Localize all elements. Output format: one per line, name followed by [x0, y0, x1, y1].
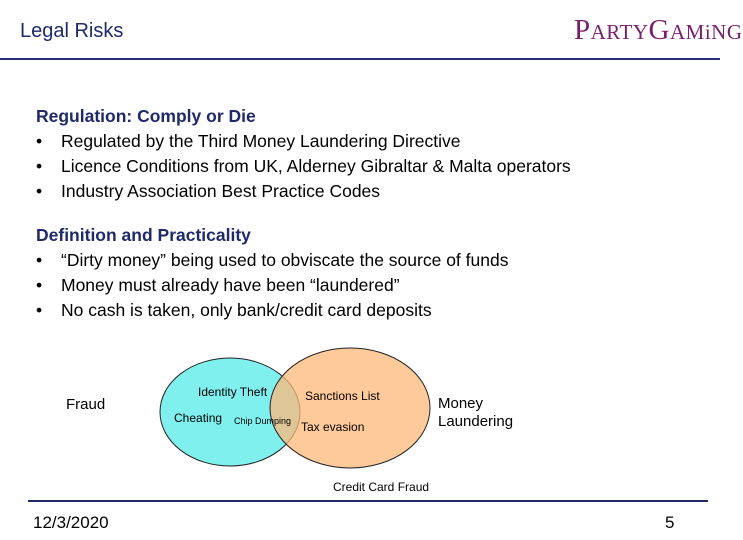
logo-text-aming: AMiNG: [670, 20, 743, 44]
regulation-heading: Regulation: Comply or Die: [36, 106, 256, 126]
logo-text-arty: ARTY: [590, 20, 649, 44]
bullet: •: [36, 181, 43, 201]
venn-money-laundering-label: [438, 395, 513, 431]
footer-date: 12/3/2020: [33, 513, 109, 532]
venn-item-chip-dumping: Chip Dumping: [234, 416, 292, 426]
bullet-text: Money must already have been “laundered”: [61, 275, 400, 295]
bullet: •: [36, 300, 43, 320]
ml-label-line1: Money: [438, 395, 484, 412]
logo-letter-p: P: [574, 14, 591, 46]
venn-item-credit-card-fraud: Credit Card Fraud: [333, 480, 430, 494]
definition-heading: Definition and Practicality: [36, 225, 251, 245]
venn-item-sanctions-list: Sanctions List: [305, 389, 380, 403]
bullet-text: “Dirty money” being used to obviscate the source of funds: [61, 250, 509, 270]
footer-divider: [28, 500, 708, 502]
slide-title: Legal Risks: [20, 20, 124, 42]
bullet-text: Licence Conditions from UK, Alderney Gibraltar & Malta operators: [61, 156, 571, 176]
ml-label-line2: Laundering: [438, 413, 514, 430]
page-number: 5: [665, 513, 675, 532]
bullet: •: [36, 250, 43, 270]
bullet: •: [36, 131, 43, 151]
venn-fraud-label: Fraud: [66, 396, 106, 413]
bullet-text: Regulated by the Third Money Laundering Directive: [61, 131, 461, 151]
logo-letter-g: G: [648, 14, 670, 46]
bullet-text: No cash is taken, only bank/credit card deposits: [61, 300, 432, 320]
venn-item-cheating: Cheating: [174, 411, 223, 425]
bullet: •: [36, 275, 43, 295]
bullet-text: Industry Association Best Practice Codes: [61, 181, 381, 201]
venn-item-tax-evasion: Tax evasion: [301, 420, 365, 434]
bullet: •: [36, 156, 43, 176]
venn-item-identity-theft: Identity Theft: [198, 385, 268, 399]
money-laundering-circle: [270, 348, 430, 468]
